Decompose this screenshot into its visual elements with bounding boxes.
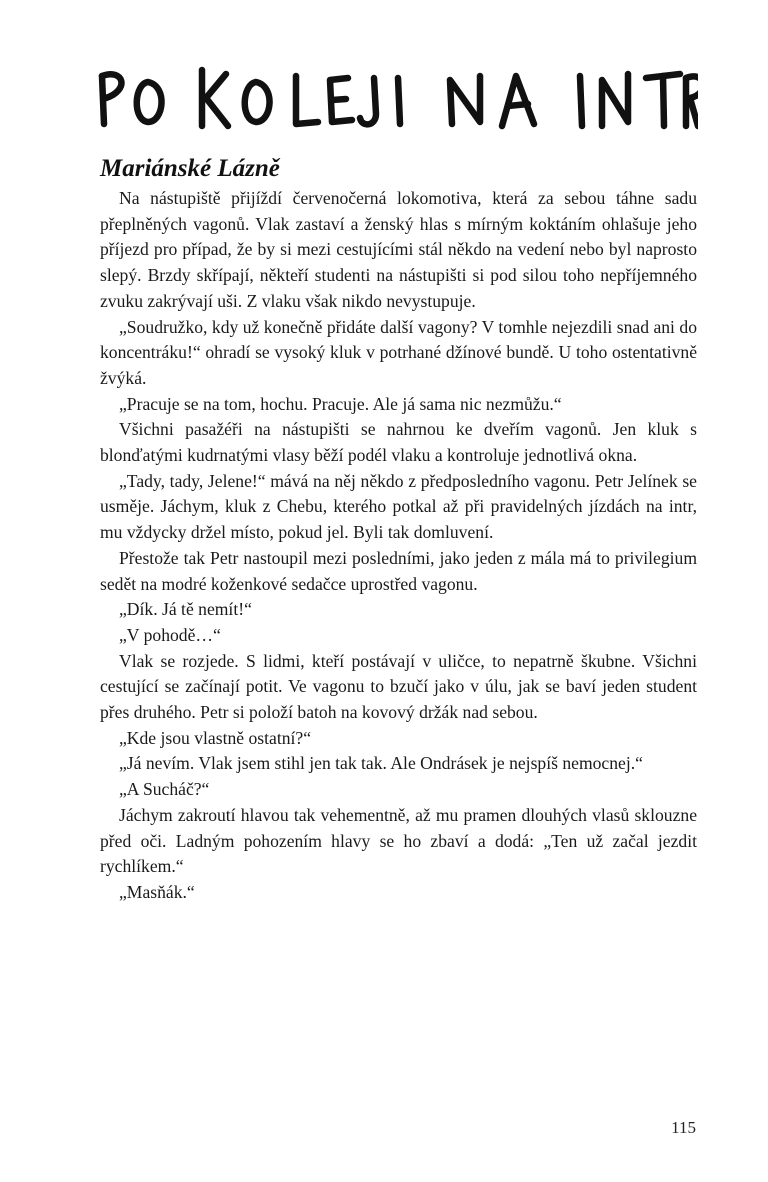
paragraph: „V pohodě…“ xyxy=(119,624,221,645)
page-number: 115 xyxy=(671,1118,696,1137)
paragraph: „Já nevím. Vlak jsem stihl jen tak tak. Ale Ondrásek je nejspíš nemocnej.“ xyxy=(119,753,643,774)
paragraph: „Dík. Já tě nemít!“ xyxy=(119,599,252,620)
paragraph: Jáchym zakroutí hlavou tak vehementně, až mu pramen dlouhých vlasů sklouzne před oči. Ladným pohozením hlavy se ho zbaví a dodá: „Ten už začal jezdit rychlíkem.“ xyxy=(100,804,697,877)
body-text xyxy=(100,186,697,906)
paragraph: Vlak se rozjede. S lidmi, kteří postávají v uličce, to nepatrně škubne. Všichni cestující se začínají potit. Ve vagonu to bzučí jako v úlu, jak se baví jeden student přes druhého. Petr si položí batoh na kovový držák nad sebou. xyxy=(100,650,697,723)
paragraph: Všichni pasažéři na nástupišti se nahrnou ke dveřím vagonů. Jen kluk s blonďatými kudrnatými vlasy běží podél vlaku a kontroluje jednotlivá okna. xyxy=(100,419,697,466)
chapter-title-handwriting xyxy=(98,56,698,146)
paragraph: „Pracuje se na tom, hochu. Pracuje. Ale já sama nic nezmůžu.“ xyxy=(119,393,562,414)
paragraph: „Tady, tady, Jelene!“ mává na něj někdo z předposledního vagonu. Petr Jelínek se usměje. Jáchym, kluk z Chebu, kterého potkal až při pravidelných jízdách na intr, mu vždycky držel místo, pokud jel. Byli tak domluvení. xyxy=(100,470,697,543)
section-title: Mariánské Lázně xyxy=(100,155,280,182)
chapter-title xyxy=(98,56,698,146)
paragraph: „Kde jsou vlastně ostatní?“ xyxy=(119,727,312,748)
paragraph: „Soudružko, kdy už konečně přidáte další vagony? V tomhle nejezdili snad ani do koncentráku!“ ohradí se vysoký kluk v potrhané džínové bundě. U toho ostentativně žvýká. xyxy=(100,316,697,388)
paragraph: „Masňák.“ xyxy=(119,881,195,902)
paragraph: „A Sucháč?“ xyxy=(119,779,210,800)
paragraph: Na nástupiště přijíždí červenočerná lokomotiva, která za sebou táhne sadu přeplněných vagonů. Vlak zastaví a ženský hlas s mírným koktáním ohlašuje jeho příjezd pro případ, že by si mezi cestujícími stál někdo na vedení nebo byl naprosto slepý. Brzdy skřípají, někteří studenti na nástupišti si pod silou toho nepříjemného zvuku zakrývají uši. Z vlaku však nikdo nevystupuje. xyxy=(100,188,697,311)
paragraph: Přestože tak Petr nastoupil mezi posledními, jako jeden z mála má to privilegium sedět na modré koženkové sedačce uprostřed vagonu. xyxy=(100,547,697,594)
